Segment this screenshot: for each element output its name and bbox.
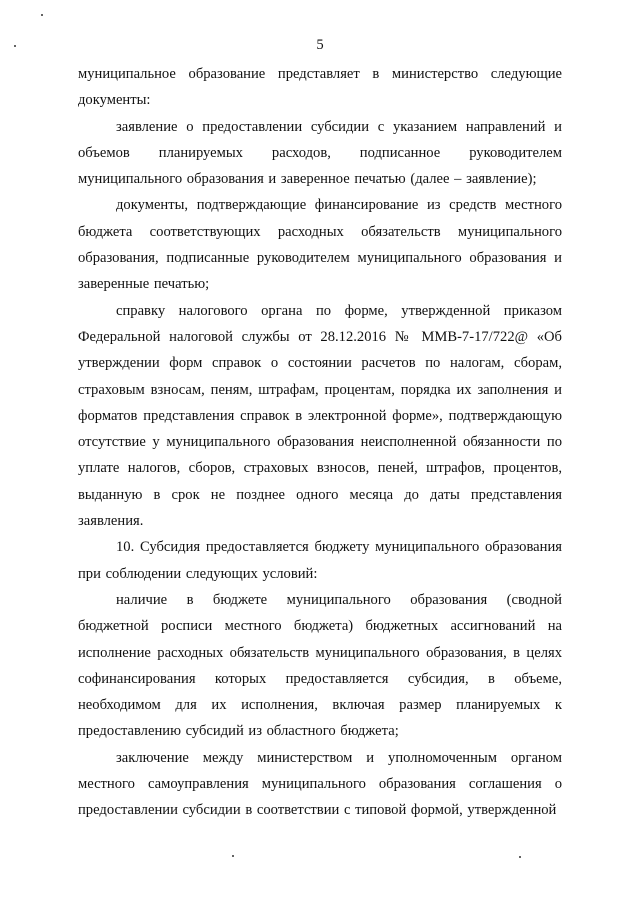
page-number: 5 — [316, 37, 324, 53]
paragraph: наличие в бюджете муниципального образования (сводной бюджетной росписи местного бюджета) бюджетных ассигнований на исполнение расходных обязательств муниципального образования, в целях софинансирования которых предоставляется субсидия, в объеме, необходимом для их исполнения, включая размер планируемых к предоставлению субсидий из областного бюджета; — [78, 591, 562, 740]
paragraph: справку налогового органа по форме, утвержденной приказом Федеральной налоговой службы от 28.12.2016 № ММВ-7-17/722@ «Об утверждении форм справок о состоянии расчетов по налогам, сборам, страховым взносам, пеням, штрафам, процентам, порядка их заполнения и форматов представления справок в электронной форме», подтверждающую отсутствие у муниципального образования неисполненной обязанности по уплате налогов, сборов, страховых взносов, пеней, штрафов, процентов, выданную в срок не позднее одного месяца до даты представления заявления. — [78, 302, 562, 530]
paragraph: заявление о предоставлении субсидии с указанием направлений и объемов планируемых расходов, подписанное руководителем муниципального образования и заверенное печатью (далее – заявление); — [78, 118, 562, 188]
scan-speck — [519, 856, 521, 858]
paragraph: документы, подтверждающие финансирование из средств местного бюджета соответствующих расходных обязательств муниципального образования, подписанные руководителем муниципального образования и заверенные печатью; — [78, 197, 562, 293]
paragraph: 10. Субсидия предоставляется бюджету муниципального образования при соблюдении следующих условий: — [78, 539, 562, 582]
scan-speck — [41, 14, 43, 16]
paragraph: муниципальное образование представляет в министерство следующие документы: — [78, 66, 562, 109]
document-body — [78, 61, 562, 824]
scan-speck — [232, 855, 234, 857]
paragraph: заключение между министерством и уполномоченным органом местного самоуправления муниципального образования соглашения о предоставлении субсидии в соответствии с типовой формой, утвержденной — [78, 749, 562, 819]
